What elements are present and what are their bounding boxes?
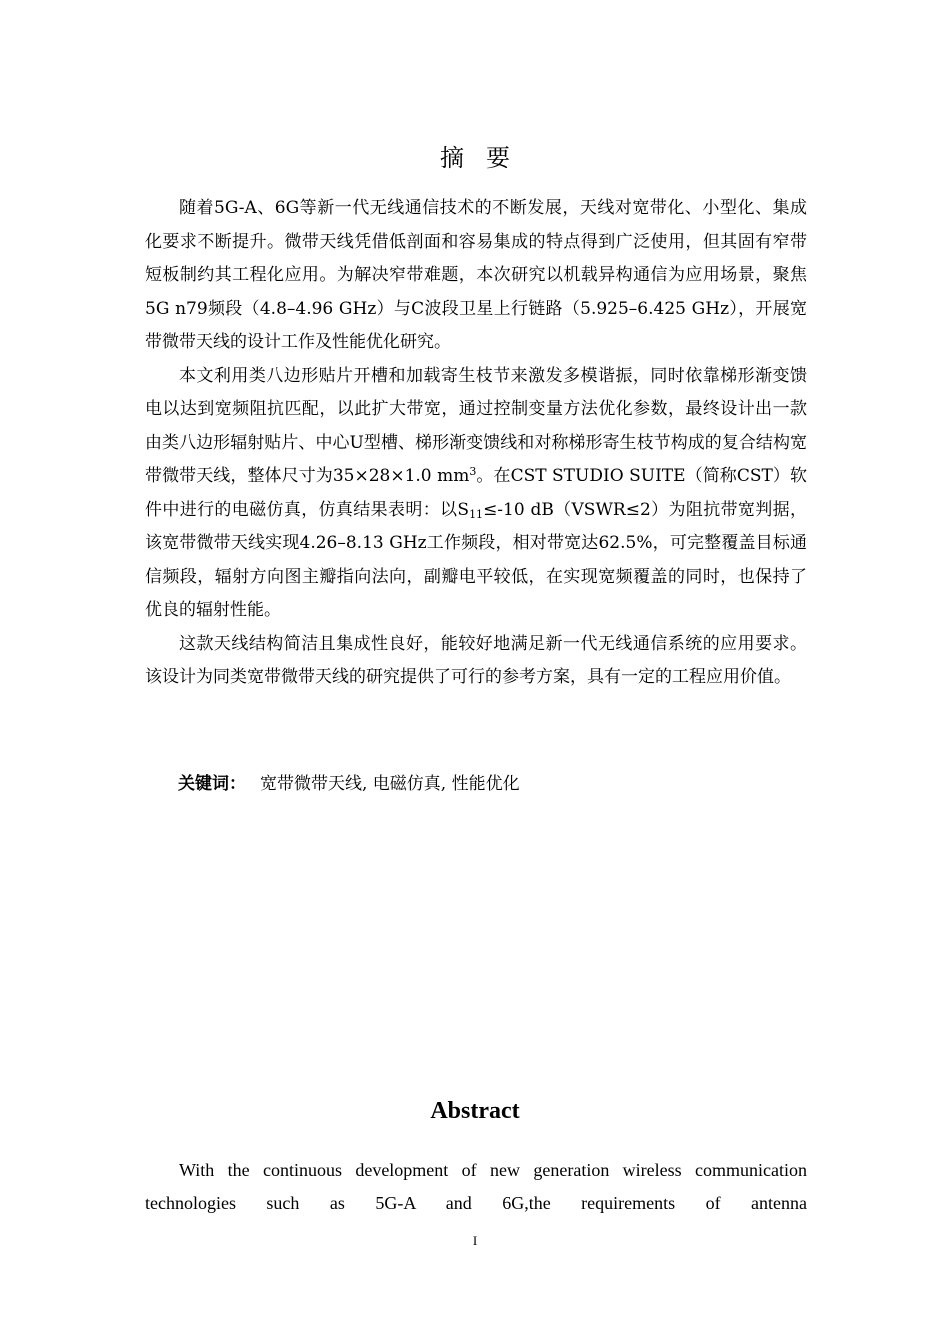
paragraph-2-text-b: 。在CST STUDIO SUITE（简称CST）软件中进行的电磁仿真，仿真结果表明：以S	[145, 466, 807, 520]
abstract-paragraph-3: 这款天线结构简洁且集成性良好，能较好地满足新一代无线通信系统的应用要求。该设计为同类宽带微带天线的研究提供了可行的参考方案，具有一定的工程应用价值。	[145, 633, 807, 687]
chinese-abstract-title: 摘要	[440, 144, 532, 172]
page-number: I	[472, 1233, 478, 1248]
english-abstract-title: Abstract	[430, 1098, 520, 1124]
unit-superscript: 3	[469, 465, 477, 478]
chinese-abstract-body	[145, 192, 807, 695]
abstract-paragraph-1: 随着5G-A、6G等新一代无线通信技术的不断发展，天线对宽带化、小型化、集成化要求不断提升。微带天线凭借低剖面和容易集成的特点得到广泛使用，但其固有窄带短板制约其工程化应用。为解决窄带难题，本次研究以机载异构通信为应用场景，聚焦5G n79频段（4.8–4.96 GHz）与C波段卫星上行链路（5.925–6.425 GHz），开展宽带微带天线的设计工作及性能优化研究。	[145, 198, 807, 352]
english-paragraph-1: With the continuous development of new generation wireless communication technologies such as 5G-A and 6G,the requirements of antenna	[145, 1160, 807, 1213]
paragraph-2-text-a: 本文利用类八边形贴片开槽和加载寄生枝节来激发多模谐振，同时依靠梯形渐变馈电以达到宽频阻抗匹配，以此扩大带宽，通过控制变量方法优化参数，最终设计出一款由类八边形辐射贴片、中心U型槽、梯形渐变馈线和对称梯形寄生枝节构成的复合结构宽带微带天线，整体尺寸为35×28×1.0 mm	[145, 365, 807, 486]
english-abstract-body	[145, 1154, 807, 1219]
keywords-label: 关键词：	[178, 774, 246, 794]
keywords-line	[178, 770, 520, 798]
s-parameter-subscript: 11	[469, 507, 484, 521]
abstract-paragraph-2	[145, 360, 807, 628]
keywords-text: 宽带微带天线, 电磁仿真, 性能优化	[260, 774, 520, 794]
paragraph-2-text-c: ≤-10 dB（VSWR≤2）为阻抗带宽判据，该宽带微带天线实现4.26–8.13 GHz工作频段，相对带宽达62.5%，可完整覆盖目标通信频段，辐射方向图主瓣指向法向，副瓣电平较低，在实现宽频覆盖的同时，也保持了优良的辐射性能。	[145, 499, 807, 620]
